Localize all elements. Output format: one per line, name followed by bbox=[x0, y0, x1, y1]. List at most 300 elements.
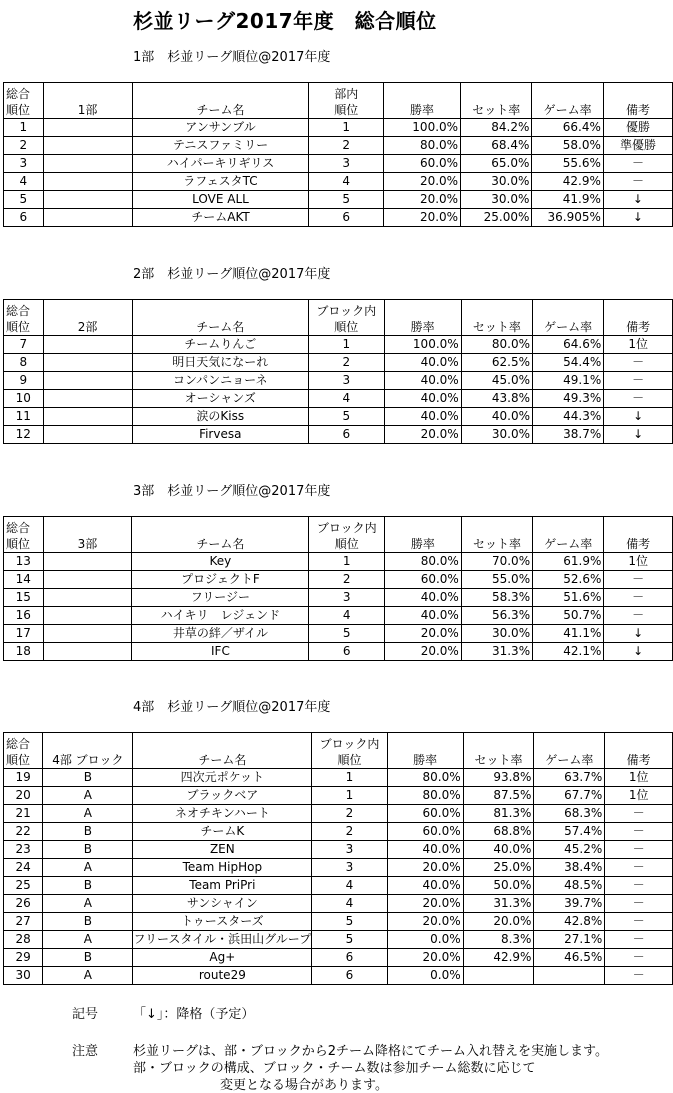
table-row bbox=[4, 931, 673, 949]
column-header: 備考 bbox=[604, 517, 673, 553]
table-cell: 60.0% bbox=[387, 805, 463, 823]
table-cell: 6 bbox=[312, 967, 387, 985]
table-cell: 20.0% bbox=[463, 913, 534, 931]
column-header: ブロック内 順位 bbox=[309, 517, 385, 553]
column-header: 勝率 bbox=[387, 733, 463, 769]
table-cell: － bbox=[603, 155, 672, 173]
table-cell: 49.1% bbox=[532, 372, 603, 390]
table-cell: 25.00% bbox=[461, 209, 532, 227]
table-cell: A bbox=[43, 967, 133, 985]
table-cell: 40.0% bbox=[384, 390, 461, 408]
table-cell: 2 bbox=[312, 823, 387, 841]
notice-label: 注意 bbox=[72, 1044, 99, 1059]
table-cell: A bbox=[43, 931, 133, 949]
table-cell: 6 bbox=[312, 949, 387, 967]
table-cell: 20.0% bbox=[387, 895, 463, 913]
table-cell: ↓ bbox=[604, 426, 673, 444]
table-cell: チームK bbox=[133, 823, 312, 841]
table-row bbox=[4, 336, 673, 354]
section-title: 3部 杉並リーグ順位@2017年度 bbox=[133, 484, 331, 499]
table-cell: 25.0% bbox=[463, 859, 534, 877]
column-header: ブロック内 順位 bbox=[312, 733, 387, 769]
table-cell: 1 bbox=[312, 787, 387, 805]
table-cell: テニスファミリー bbox=[132, 137, 309, 155]
table-cell: Team PriPri bbox=[133, 877, 312, 895]
section-title: 1部 杉並リーグ順位@2017年度 bbox=[133, 50, 331, 65]
table-cell: － bbox=[605, 913, 673, 931]
table-cell: 12 bbox=[4, 426, 44, 444]
table-cell: 40.0% bbox=[463, 841, 534, 859]
table-cell: 20.0% bbox=[387, 913, 463, 931]
table-cell bbox=[43, 643, 132, 661]
table-cell bbox=[43, 390, 132, 408]
column-header: 総合 順位 bbox=[4, 733, 43, 769]
section-title: 4部 杉並リーグ順位@2017年度 bbox=[133, 700, 331, 715]
column-header: 2部 bbox=[43, 300, 132, 336]
table-cell: サンシャイン bbox=[133, 895, 312, 913]
table-cell: － bbox=[604, 589, 673, 607]
table-cell: － bbox=[605, 823, 673, 841]
table-cell: 30.0% bbox=[461, 173, 532, 191]
table-row bbox=[4, 589, 673, 607]
column-header: 勝率 bbox=[385, 517, 462, 553]
table-cell: 1 bbox=[312, 769, 387, 787]
legend-label: 記号 bbox=[72, 1007, 99, 1022]
table-row bbox=[4, 643, 673, 661]
legend-text: 「↓」：降格（予定） bbox=[133, 1007, 255, 1022]
ranking-table bbox=[3, 732, 673, 985]
table-cell: 5 bbox=[312, 913, 387, 931]
table-cell: B bbox=[43, 841, 133, 859]
table-row bbox=[4, 625, 673, 643]
table-cell: 36.905% bbox=[532, 209, 604, 227]
table-cell: 5 bbox=[309, 408, 385, 426]
table-cell: 優勝 bbox=[603, 119, 672, 137]
table-row bbox=[4, 949, 673, 967]
table-row bbox=[4, 877, 673, 895]
table-cell: － bbox=[605, 967, 673, 985]
table-cell: 5 bbox=[309, 191, 383, 209]
table-cell: B bbox=[43, 949, 133, 967]
table-cell: － bbox=[605, 949, 673, 967]
table-cell: 42.9% bbox=[532, 173, 604, 191]
table-cell: トゥースターズ bbox=[133, 913, 312, 931]
column-header: 総合 順位 bbox=[4, 83, 44, 119]
column-header: 備考 bbox=[605, 733, 673, 769]
table-cell: チームAKT bbox=[132, 209, 309, 227]
table-cell: 3 bbox=[4, 155, 44, 173]
column-header: 備考 bbox=[603, 83, 672, 119]
table-cell: 45.2% bbox=[534, 841, 605, 859]
table-cell: 58.0% bbox=[532, 137, 604, 155]
table-cell: 14 bbox=[4, 571, 44, 589]
table-cell: 43.8% bbox=[461, 390, 532, 408]
table-cell: 46.5% bbox=[534, 949, 605, 967]
table-cell: ハイキリ レジェンド bbox=[132, 607, 309, 625]
table-cell: 21 bbox=[4, 805, 43, 823]
table-cell: 39.7% bbox=[534, 895, 605, 913]
table-cell: ↓ bbox=[604, 408, 673, 426]
table-cell: 5 bbox=[309, 625, 385, 643]
table-cell: プロジェクトF bbox=[132, 571, 309, 589]
table-cell: 0.0% bbox=[387, 967, 463, 985]
table-cell: 6 bbox=[4, 209, 44, 227]
table-cell: 81.3% bbox=[463, 805, 534, 823]
table-cell: 8 bbox=[4, 354, 44, 372]
table-cell: 38.7% bbox=[532, 426, 603, 444]
table-cell bbox=[43, 155, 132, 173]
column-header: 部内 順位 bbox=[309, 83, 383, 119]
table-cell: － bbox=[605, 805, 673, 823]
table-cell: 28 bbox=[4, 931, 43, 949]
column-header: 総合 順位 bbox=[4, 300, 44, 336]
table-row bbox=[4, 823, 673, 841]
column-header: 4部 ブロック bbox=[43, 733, 133, 769]
table-row bbox=[4, 408, 673, 426]
table-row bbox=[4, 426, 673, 444]
table-header-row bbox=[4, 517, 673, 553]
table-cell: 5 bbox=[4, 191, 44, 209]
table-cell: B bbox=[43, 823, 133, 841]
table-cell: 52.6% bbox=[533, 571, 604, 589]
table-cell: ハイパーキリギリス bbox=[132, 155, 309, 173]
table-row bbox=[4, 913, 673, 931]
table-cell: 41.9% bbox=[532, 191, 604, 209]
table-cell: 67.7% bbox=[534, 787, 605, 805]
table-row bbox=[4, 119, 673, 137]
table-cell: 70.0% bbox=[461, 553, 532, 571]
table-cell: 4 bbox=[309, 607, 385, 625]
table-cell: － bbox=[605, 931, 673, 949]
table-cell: 22 bbox=[4, 823, 43, 841]
table-cell: 51.6% bbox=[533, 589, 604, 607]
table-cell: 1位 bbox=[605, 787, 673, 805]
table-cell: ブラックベア bbox=[133, 787, 312, 805]
table-cell bbox=[43, 553, 132, 571]
table-cell: 1位 bbox=[604, 336, 673, 354]
table-row bbox=[4, 191, 673, 209]
table-cell: 2 bbox=[309, 354, 385, 372]
table-cell bbox=[43, 209, 132, 227]
table-cell: 31.3% bbox=[461, 643, 532, 661]
table-cell: ↓ bbox=[604, 625, 673, 643]
table-cell: 84.2% bbox=[461, 119, 532, 137]
table-cell: 40.0% bbox=[384, 408, 461, 426]
table-cell: route29 bbox=[133, 967, 312, 985]
table-header-row bbox=[4, 83, 673, 119]
column-header: セット率 bbox=[461, 83, 532, 119]
table-cell: 四次元ポケット bbox=[133, 769, 312, 787]
table-cell: 20 bbox=[4, 787, 43, 805]
table-cell bbox=[43, 589, 132, 607]
table-cell: 40.0% bbox=[385, 589, 462, 607]
table-cell: 31.3% bbox=[463, 895, 534, 913]
ranking-table bbox=[3, 516, 673, 661]
table-cell: 23 bbox=[4, 841, 43, 859]
column-header: ブロック内 順位 bbox=[309, 300, 385, 336]
column-header: 3部 bbox=[43, 517, 132, 553]
table-cell bbox=[43, 426, 132, 444]
table-cell: 80.0% bbox=[387, 769, 463, 787]
table-cell: 26 bbox=[4, 895, 43, 913]
table-cell: 29 bbox=[4, 949, 43, 967]
table-cell: 58.3% bbox=[461, 589, 532, 607]
table-cell bbox=[43, 354, 132, 372]
table-cell: 3 bbox=[309, 155, 383, 173]
table-cell: － bbox=[604, 607, 673, 625]
table-row bbox=[4, 553, 673, 571]
table-cell: 40.0% bbox=[387, 841, 463, 859]
table-cell: コンパンニョーネ bbox=[132, 372, 309, 390]
table-cell: 明日天気になーれ bbox=[132, 354, 309, 372]
table-cell: － bbox=[603, 173, 672, 191]
table-cell: 49.3% bbox=[532, 390, 603, 408]
table-header-row bbox=[4, 733, 673, 769]
table-cell: 60.0% bbox=[383, 155, 460, 173]
column-header: 総合 順位 bbox=[4, 517, 44, 553]
table-cell: ↓ bbox=[603, 191, 672, 209]
table-cell: 100.0% bbox=[384, 336, 461, 354]
column-header: ゲーム率 bbox=[532, 300, 603, 336]
table-cell: ZEN bbox=[133, 841, 312, 859]
table-cell bbox=[43, 607, 132, 625]
table-cell: Firvesa bbox=[132, 426, 309, 444]
table-cell: 30.0% bbox=[461, 426, 532, 444]
table-cell: Ag+ bbox=[133, 949, 312, 967]
table-cell: 13 bbox=[4, 553, 44, 571]
table-cell: 80.0% bbox=[385, 553, 462, 571]
table-row bbox=[4, 209, 673, 227]
table-cell: 24 bbox=[4, 859, 43, 877]
table-cell: － bbox=[605, 841, 673, 859]
table-cell: 93.8% bbox=[463, 769, 534, 787]
table-cell: ラフェスタTC bbox=[132, 173, 309, 191]
table-cell: 4 bbox=[309, 390, 385, 408]
table-cell: 20.0% bbox=[383, 173, 460, 191]
table-cell: 17 bbox=[4, 625, 44, 643]
column-header: チーム名 bbox=[132, 83, 309, 119]
table-cell: 68.4% bbox=[461, 137, 532, 155]
table-cell: 50.7% bbox=[533, 607, 604, 625]
table-row bbox=[4, 354, 673, 372]
table-cell: 38.4% bbox=[534, 859, 605, 877]
table-cell bbox=[43, 372, 132, 390]
table-cell: 0.0% bbox=[387, 931, 463, 949]
table-cell: 48.5% bbox=[534, 877, 605, 895]
table-cell bbox=[463, 967, 534, 985]
table-cell: 16 bbox=[4, 607, 44, 625]
table-cell: － bbox=[604, 372, 673, 390]
table-cell: 4 bbox=[309, 173, 383, 191]
table-cell: 42.9% bbox=[463, 949, 534, 967]
table-cell: 20.0% bbox=[384, 426, 461, 444]
table-cell: 19 bbox=[4, 769, 43, 787]
table-row bbox=[4, 607, 673, 625]
table-cell: 44.3% bbox=[532, 408, 603, 426]
table-cell: 20.0% bbox=[387, 949, 463, 967]
table-cell: 1位 bbox=[604, 553, 673, 571]
table-cell: 2 bbox=[309, 571, 385, 589]
table-cell: Team HipHop bbox=[133, 859, 312, 877]
column-header: セット率 bbox=[463, 733, 534, 769]
table-row bbox=[4, 571, 673, 589]
table-cell bbox=[534, 967, 605, 985]
table-cell: 15 bbox=[4, 589, 44, 607]
table-cell: 54.4% bbox=[532, 354, 603, 372]
table-cell: 20.0% bbox=[383, 209, 460, 227]
table-cell: 7 bbox=[4, 336, 44, 354]
table-cell: － bbox=[605, 895, 673, 913]
table-cell: 10 bbox=[4, 390, 44, 408]
table-cell: 20.0% bbox=[385, 643, 462, 661]
table-cell: 2 bbox=[312, 805, 387, 823]
table-cell: 80.0% bbox=[461, 336, 532, 354]
table-cell: ネオチキンハート bbox=[133, 805, 312, 823]
table-cell: 1 bbox=[309, 553, 385, 571]
notice-line-1: 杉並リーグは、部・ブロックから2チーム降格にてチーム入れ替えを実施します。 bbox=[133, 1044, 608, 1059]
column-header: チーム名 bbox=[133, 733, 312, 769]
table-cell: － bbox=[604, 390, 673, 408]
table-cell: 40.0% bbox=[384, 372, 461, 390]
table-cell bbox=[43, 571, 132, 589]
table-cell: B bbox=[43, 913, 133, 931]
table-cell bbox=[43, 408, 132, 426]
table-cell: 50.0% bbox=[463, 877, 534, 895]
table-row bbox=[4, 155, 673, 173]
table-cell: 6 bbox=[309, 643, 385, 661]
table-cell: 40.0% bbox=[387, 877, 463, 895]
table-cell: 4 bbox=[4, 173, 44, 191]
column-header: セット率 bbox=[461, 300, 532, 336]
table-cell: ↓ bbox=[603, 209, 672, 227]
table-cell: － bbox=[604, 571, 673, 589]
column-header: チーム名 bbox=[132, 517, 309, 553]
table-cell: 27.1% bbox=[534, 931, 605, 949]
table-cell: 62.5% bbox=[461, 354, 532, 372]
page-title: 杉並リーグ2017年度 総合順位 bbox=[133, 9, 437, 33]
table-cell: フリースタイル・浜田山グループ bbox=[133, 931, 312, 949]
table-cell: 60.0% bbox=[387, 823, 463, 841]
table-cell: オーシャンズ bbox=[132, 390, 309, 408]
table-cell: アンサンブル bbox=[132, 119, 309, 137]
table-cell: 45.0% bbox=[461, 372, 532, 390]
table-cell: － bbox=[605, 859, 673, 877]
column-header: 1部 bbox=[43, 83, 132, 119]
table-cell: 2 bbox=[4, 137, 44, 155]
table-cell: 6 bbox=[309, 209, 383, 227]
column-header: セット率 bbox=[461, 517, 532, 553]
table-cell: 40.0% bbox=[461, 408, 532, 426]
table-cell: 20.0% bbox=[383, 191, 460, 209]
table-cell: 42.8% bbox=[534, 913, 605, 931]
table-cell: 40.0% bbox=[385, 607, 462, 625]
table-cell: 1位 bbox=[605, 769, 673, 787]
table-cell: 4 bbox=[312, 895, 387, 913]
table-cell: 1 bbox=[4, 119, 44, 137]
table-cell: 30 bbox=[4, 967, 43, 985]
table-cell: A bbox=[43, 787, 133, 805]
table-cell bbox=[43, 336, 132, 354]
table-cell: LOVE ALL bbox=[132, 191, 309, 209]
ranking-table bbox=[3, 82, 673, 227]
table-cell: B bbox=[43, 877, 133, 895]
table-cell: 60.0% bbox=[385, 571, 462, 589]
column-header: 勝率 bbox=[383, 83, 460, 119]
table-cell: 3 bbox=[309, 589, 385, 607]
table-header-row bbox=[4, 300, 673, 336]
table-row bbox=[4, 173, 673, 191]
table-cell: 68.3% bbox=[534, 805, 605, 823]
table-cell: 準優勝 bbox=[603, 137, 672, 155]
table-cell: 18 bbox=[4, 643, 44, 661]
table-cell: A bbox=[43, 859, 133, 877]
column-header: チーム名 bbox=[132, 300, 309, 336]
table-cell: 8.3% bbox=[463, 931, 534, 949]
table-cell bbox=[43, 119, 132, 137]
table-cell: 3 bbox=[312, 859, 387, 877]
table-cell: 55.6% bbox=[532, 155, 604, 173]
table-cell: 涙のKiss bbox=[132, 408, 309, 426]
table-cell: IFC bbox=[132, 643, 309, 661]
table-cell: 9 bbox=[4, 372, 44, 390]
table-row bbox=[4, 769, 673, 787]
table-row bbox=[4, 967, 673, 985]
table-row bbox=[4, 895, 673, 913]
section-title: 2部 杉並リーグ順位@2017年度 bbox=[133, 267, 331, 282]
table-cell: 80.0% bbox=[387, 787, 463, 805]
table-cell: 3 bbox=[309, 372, 385, 390]
table-row bbox=[4, 787, 673, 805]
table-cell: B bbox=[43, 769, 133, 787]
table-cell bbox=[43, 625, 132, 643]
table-cell: 1 bbox=[309, 119, 383, 137]
table-cell: 68.8% bbox=[463, 823, 534, 841]
table-cell: A bbox=[43, 895, 133, 913]
table-cell: 40.0% bbox=[384, 354, 461, 372]
table-cell: 55.0% bbox=[461, 571, 532, 589]
table-cell: 3 bbox=[312, 841, 387, 859]
table-cell: 63.7% bbox=[534, 769, 605, 787]
table-cell: 20.0% bbox=[385, 625, 462, 643]
column-header: 備考 bbox=[604, 300, 673, 336]
table-cell: 30.0% bbox=[461, 625, 532, 643]
table-cell: 65.0% bbox=[461, 155, 532, 173]
notice-line-2: 部・ブロックの構成、ブロック・チーム数は参加チーム総数に応じて bbox=[133, 1061, 536, 1076]
table-cell: － bbox=[605, 877, 673, 895]
table-cell: ↓ bbox=[604, 643, 673, 661]
table-cell: 5 bbox=[312, 931, 387, 949]
table-cell: 100.0% bbox=[383, 119, 460, 137]
table-cell bbox=[43, 173, 132, 191]
table-cell: 11 bbox=[4, 408, 44, 426]
table-cell: 30.0% bbox=[461, 191, 532, 209]
table-cell: A bbox=[43, 805, 133, 823]
table-cell: 61.9% bbox=[533, 553, 604, 571]
table-cell: 64.6% bbox=[532, 336, 603, 354]
table-row bbox=[4, 841, 673, 859]
table-cell: 87.5% bbox=[463, 787, 534, 805]
table-cell: 57.4% bbox=[534, 823, 605, 841]
table-cell: 41.1% bbox=[533, 625, 604, 643]
table-cell: 4 bbox=[312, 877, 387, 895]
table-row bbox=[4, 805, 673, 823]
table-cell: 井草の絆／ザイル bbox=[132, 625, 309, 643]
table-cell: Key bbox=[132, 553, 309, 571]
table-cell: 80.0% bbox=[383, 137, 460, 155]
table-cell: 25 bbox=[4, 877, 43, 895]
table-row bbox=[4, 859, 673, 877]
table-cell: 56.3% bbox=[461, 607, 532, 625]
